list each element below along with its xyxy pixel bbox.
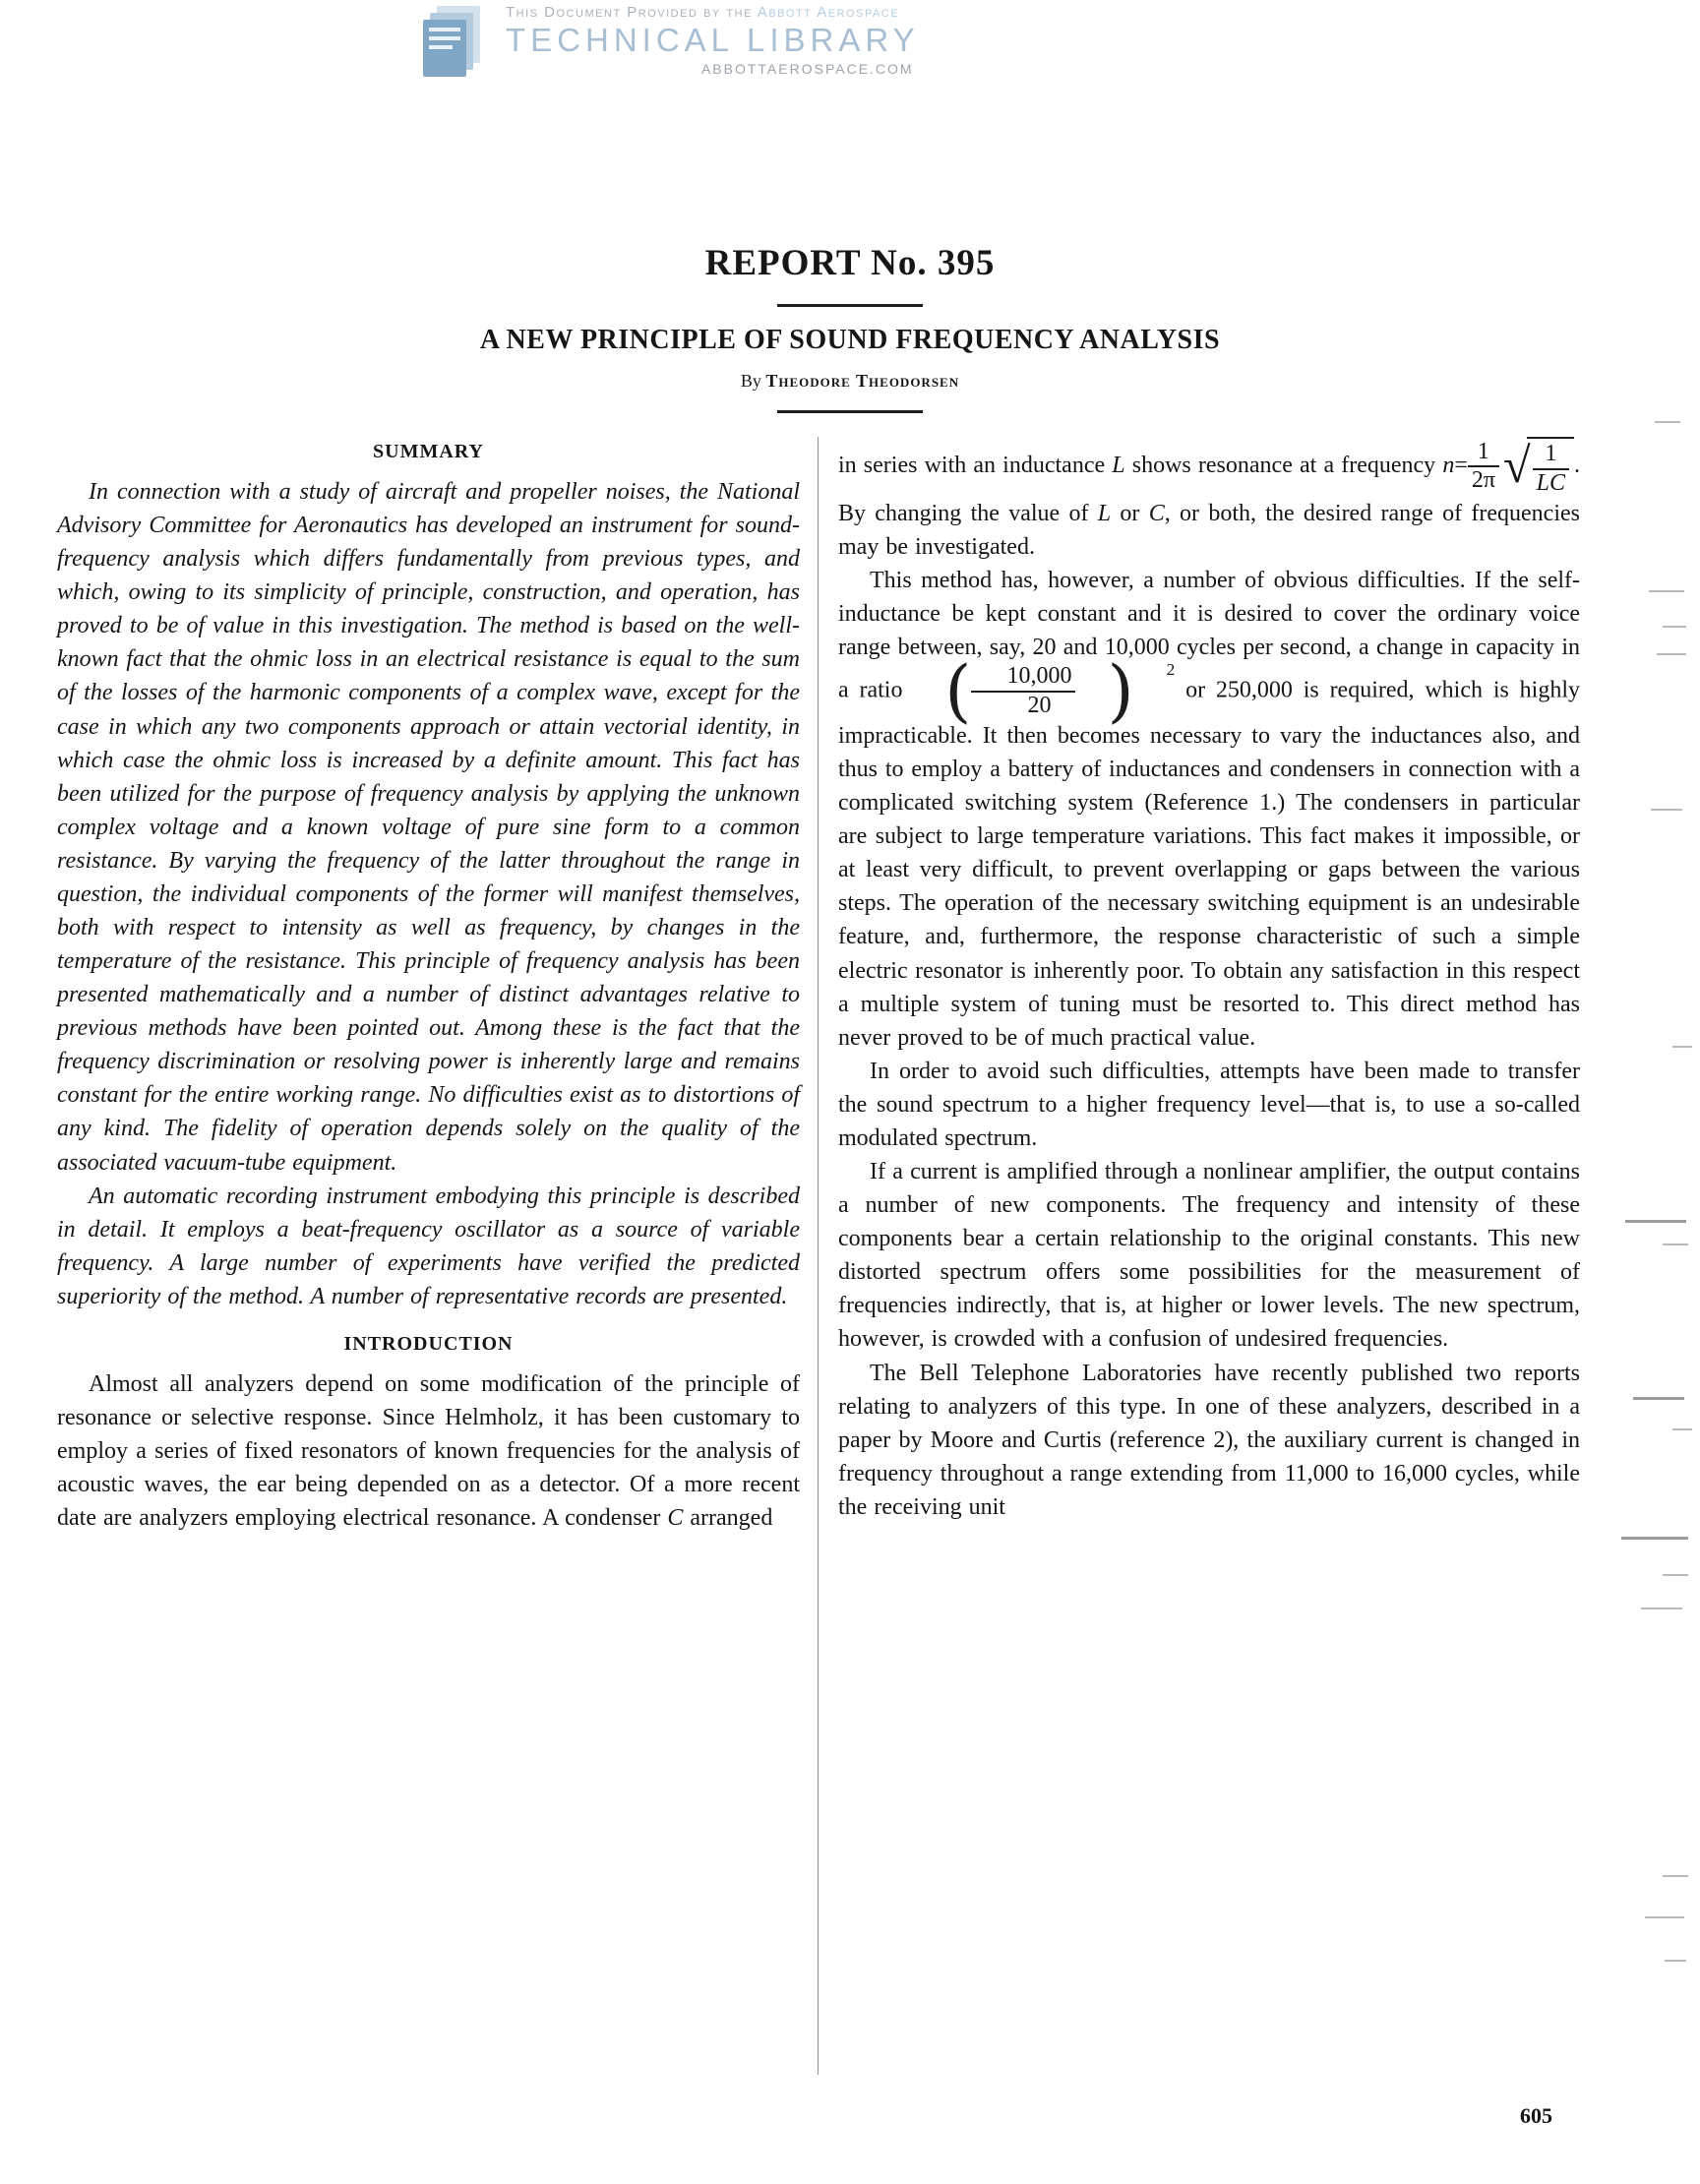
scan-artifact [1655,421,1680,423]
intro-text: Almost all analyzers depend on some modification of the principle of resonance or selective response. Since Helmholz, it has been customary to employ a series of fixed resonators of known frequencies for the analysis of acoustic waves, the ear being depended on as a detector. Of a more recent date are analyzers employing electrical resonance. A condenser [57,1370,800,1532]
body-text: in series with an inductance [838,452,1113,478]
paragraph-bell-labs: The Bell Telephone Laboratories have recently published two reports relating to analyzers of this type. In one of these analyzers, described in a paper by Moore and Curtis (reference 2), the auxiliary current is changed in frequency throughout a range extending from 11,000 to 16,000 cycles, while the receiving unit [838,1360,1580,1520]
body-text: . By changing the value of [838,452,1580,526]
summary-paragraph-2: An automatic recording instrument embodying this principle is described in detail. It employs a beat-frequency oscillator as a source of variable frequency. A large number of experiments have verified the predicted superiority of the method. A number of representative records are presented. [57,1183,800,1309]
author-name: Theodore Theodorsen [765,371,960,391]
scan-artifact [1657,653,1686,655]
exponent: 2 [1166,660,1176,680]
scan-artifact [1649,590,1684,592]
scan-artifact [1663,626,1686,628]
watermark-text [506,2,920,77]
fraction-ratio: $\frac{10,000}{20}$ [971,664,1075,719]
fraction-one-over-lc: $\frac{1}{LC}$ [1533,442,1569,497]
document-stack-icon [421,2,494,83]
body-text: or [1111,500,1149,526]
capacitor-variable: C [667,1505,684,1532]
scan-artifact [1633,1397,1684,1400]
right-parenthesis: ) [1107,651,1134,732]
scan-artifact [1663,1244,1688,1245]
left-parenthesis: ( [944,651,972,732]
watermark-library-title: TECHNICAL LIBRARY [506,22,920,58]
scan-artifact [1645,1916,1684,1918]
capacity-ratio-equation [913,651,1176,732]
scan-artifact [1625,1220,1686,1223]
introduction-heading: INTRODUCTION [343,1332,514,1355]
paper-title: A NEW PRINCIPLE OF SOUND FREQUENCY ANALYSIS [479,325,1221,355]
square-root [1503,437,1574,497]
body-columns [57,437,1615,2075]
scan-artifact [1665,1960,1686,1962]
report-number: REPORT No. 395 [704,243,996,283]
paragraph-nonlinear-amplifier: If a current is amplified through a nonlinear amplifier, the output contains a number of new components. The frequency and intensity of these components bear a certain relationship to the original constants. This new distorted spectrum offers some possibilities for the measurement of frequencies indirectly, that is, at higher or lower levels. The new spectrum, however, is crowded with a confusion of undesired frequencies. [838,1159,1580,1353]
fraction-one-over-two-pi: $\frac{1}{2\pi}$ [1468,440,1499,495]
equals-sign: = [1454,452,1468,478]
watermark-site-url: ABBOTTAEROSPACE.COM [700,61,914,77]
divider-rule-bottom [777,410,923,413]
paragraph-resonance [838,437,1580,564]
right-column [819,437,1580,2075]
scan-artifact [1663,1875,1688,1877]
body-text: This method has, however, a number of obvious difficulties. If the self-inductance be kept constant and it is desired to cover the ordinary voice range between, say, 20 and 10,000 cycles per second, a change in capacity in a ratio [838,567,1580,703]
scan-artifact [1672,1046,1692,1048]
body-text: , or both, the desired range of frequencies may be investigated. [838,500,1580,560]
scan-artifact [1663,1574,1688,1576]
left-column [57,437,819,2075]
introduction-paragraph [57,1367,800,1535]
frequency-equation [1442,438,1574,496]
scan-artifact [1651,809,1682,811]
body-text: or 250,000 is required, which is highly impracticable. It then becomes necessary to vary the inductances also, and thus to employ a battery of inductances and condensers in connection with a complicated switching system (Reference 1.) The condensers in particular are subject to large temperature variations. This fact makes it impossible, or at least very difficult, to prevent overlapping or gaps between the various steps. The operation of the necessary switching equipment is an undesirable feature, and, furthermore, the response characteristic of such a simple electric resonator is inherently poor. To obtain any satisfaction in this respect a multiple system of tuning must be resorted to. This direct method has never proved to be of much practical value. [838,677,1580,1051]
scan-artifact [1672,1428,1692,1430]
divider-rule-top [777,304,923,307]
inductance-variable: L [1097,500,1112,526]
scan-artifact [1621,1537,1688,1540]
byline-prefix: By [740,371,761,391]
summary-heading: SUMMARY [373,441,484,462]
page-number: 605 [1520,2103,1552,2128]
paragraph-modulated-spectrum: In order to avoid such difficulties, attempts have been made to transfer the sound spectrum to a higher frequency level—that is, to use a so-called modulated spectrum. [838,1058,1580,1151]
summary-paragraph-1: In connection with a study of aircraft and propeller noises, the National Advisory Committee for Aeronautics has developed an instrument for sound-frequency analysis which differs fundamentally from previous types, and which, owing to its simplicity of principle, construction, and operation, has proved to be of value in this investigation. The method is based on the well-known fact that the ohmic loss in an electrical resistance is equal to the sum of the losses of the harmonic components of a complex wave, except for the case in which any two components approach or attain vectorial identity, in which case the ohmic loss is increased by a definite amount. This fact has been utilized for the purpose of frequency analysis by applying the unknown complex voltage and a known voltage of pure sine form to a common resistance. By varying the frequency of the latter throughout the range in question, the individual components of the former will manifest themselves, both with respect to intensity as well as frequency, by changes in the temperature of the resistance. This principle of frequency analysis has been presented mathematically and a number of distinct advantages relative to previous methods have been pointed out. Among these is the fact that the frequency discrimination or resolving power is inherently large and remains constant for the entire working range. No difficulties exist as to distortions of any kind. The fidelity of operation depends solely on the quality of the associated vacuum-tube equipment. [57,479,800,1176]
byline [0,371,1700,392]
watermark-provided-by [506,4,920,21]
scan-artifact [1641,1608,1682,1609]
watermark-provider-name: Abbott Aerospace [757,4,900,21]
watermark-provided-by-text: This Document Provided by the [506,4,753,21]
paragraph-difficulties [838,564,1580,1055]
frequency-variable: n [1442,452,1455,478]
intro-text-end: arranged [683,1505,773,1532]
document-header [0,242,1700,431]
inductance-variable: L [1112,452,1125,478]
capacitor-variable: C [1148,500,1165,526]
body-text: shows resonance at a frequency [1124,452,1443,478]
radical-sign: √ [1502,438,1531,494]
library-watermark [421,2,920,83]
